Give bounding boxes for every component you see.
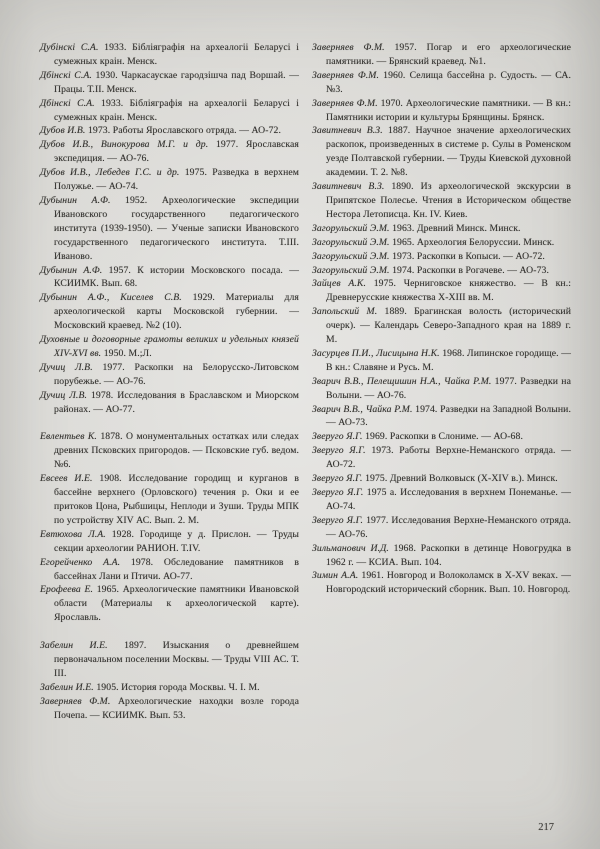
- entry-text: Археологические находки возле города Почепа. — КСИИМК. Вып. 53.: [54, 695, 299, 721]
- bibliography-entry: [40, 389, 299, 417]
- entry-author: Евсеев И.Е.: [40, 473, 100, 485]
- entry-author: Завитневич В.З.: [312, 181, 392, 193]
- bibliography-entry: [40, 430, 299, 472]
- bibliography-entry: [312, 236, 571, 250]
- entry-author: Дубов И.В., Винокурова М.Г. и др.: [40, 139, 216, 151]
- entry-text: 1957. Погар и его археологические памятники. — Брянский краевед. №1.: [326, 42, 571, 67]
- entry-author: Дбінскі С.А.: [40, 97, 102, 109]
- entry-author: Зимин А.А.: [312, 570, 362, 582]
- entry-author: Заверняев Ф.М.: [312, 97, 381, 109]
- entry-text: 1965. Археологические памятники Ивановской области (Материалы к археологической карте). Ярославль.: [54, 584, 299, 624]
- entry-text: 1928. Городище у д. Прислон. — Труды секции археологии РАНИОН. Т.IV.: [54, 528, 299, 554]
- entry-text: 1968. Раскопки в детинце Новогрудка в 1962 г. — КСИА. Вып. 104.: [326, 542, 572, 568]
- entry-text: 1963. Древний Минск. Минск.: [392, 222, 521, 234]
- entry-author: Зверуго Я.Г.: [312, 514, 367, 526]
- bibliography-entry: [40, 695, 299, 723]
- bibliography-entry: [312, 569, 571, 597]
- entry-text: 1977. Разведки на Волыни. — АО-76.: [326, 375, 571, 401]
- bibliography-entry: [312, 250, 571, 264]
- bibliography-entry: [40, 41, 299, 69]
- entry-author: Зверуго Я.Г.: [312, 473, 366, 485]
- entry-author: Зварич В.В., Пелещишин Н.А., Чайка Р.М.: [312, 375, 495, 387]
- bibliography-entry: [40, 264, 299, 292]
- entry-text: 1975 а. Исследования в верхнем Понеманье. — АО-74.: [326, 487, 572, 512]
- bibliography-entry: [312, 97, 571, 125]
- entry-author: Егорейченко А.А.: [40, 556, 131, 568]
- entry-text: 1908. Исследование городищ и курганов в бассейне верхнего (Орловского) течения р. Оки и ее притоков Цона, Рыбшицы, Неплоди и Зуши. Труды МПК по устройству XIV АС. Вып. 2. М.: [54, 473, 299, 526]
- entry-author: Зварич В.В., Чайка Р.М.: [312, 403, 416, 415]
- entry-text: 1974. Разведки на Западной Волыни. — АО-73.: [326, 403, 571, 429]
- bibliography-entry: [312, 41, 571, 69]
- entry-author: Заверняев Ф.М.: [312, 69, 384, 81]
- entry-text: 1933. Бібліяграфія на археалогіі Беларусі і сумежных краін. Менск.: [54, 97, 299, 123]
- bibliography-entry: [312, 472, 571, 486]
- entry-text: 1897. Изыскания о древнейшем первоначальном поселении Москвы. — Труды VIII АС. Т. III.: [54, 640, 299, 679]
- bibliography-entry: [312, 124, 571, 180]
- bibliography-entry: [40, 69, 299, 97]
- entry-text: 1957. К истории Московского посада. — КСИИМК. Вып. 68.: [54, 264, 299, 290]
- entry-author: Зверуго Я.Г.: [312, 431, 366, 443]
- entry-author: Духовные и договорные грамоты великих и удельных князей XIV-XVI вв.: [40, 334, 299, 359]
- bibliography-entry: [40, 124, 299, 138]
- entry-text: 1973. Раскопки в Копыси. — АО-72.: [392, 250, 545, 262]
- entry-text: 1889. Брагинская волость (исторический очерк). — Календарь Северо-Западного края на 1889 г. М.: [326, 306, 571, 346]
- entry-text: 1968. Липинское городище. — В кн.: Славяне и Русь. М.: [326, 347, 572, 373]
- bibliography-entry: [312, 430, 571, 444]
- entry-author: Дбінскі С.А.: [40, 69, 96, 81]
- bibliography-entry: [40, 681, 299, 695]
- bibliography-entry: [312, 264, 571, 278]
- entry-text: 1905. История города Москвы. Ч. I. М.: [96, 681, 260, 693]
- entry-text: 1952. Археологические экспедиции Ивановского государственного педагогического института (1939-1950). — Ученые записки Ивановского государственного педагогического института. Т.III. Иваново.: [54, 194, 299, 262]
- bibliography-entry: [40, 194, 299, 264]
- entry-author: Дучиц Л.В.: [40, 389, 91, 401]
- entry-author: Загорульский Э.М.: [312, 264, 393, 276]
- entry-author: Евтюхова Л.А.: [40, 528, 112, 540]
- bibliography-entry: [312, 444, 571, 472]
- entry-author: Дубынин А.Ф., Киселев С.В.: [40, 292, 193, 304]
- entry-text: 1973. Работы Ярославского отряда. — АО-72.: [87, 125, 281, 137]
- entry-text: 1975. Разведка в верхнем Полужье. — АО-74.: [54, 167, 299, 193]
- bibliography-entry: [40, 361, 299, 389]
- entry-text: 1977. Раскопки на Белорусско-Литовском порубежье. — АО-76.: [54, 361, 299, 387]
- entry-author: Забелин И.Е.: [40, 640, 125, 652]
- bibliography-entry: [40, 291, 299, 333]
- entry-text: 1977. Ярославская экспедиция. — АО-76.: [54, 139, 299, 165]
- bibliography-entry: [312, 514, 571, 542]
- entry-author: Засурцев П.И., Лисицына Н.К.: [312, 347, 443, 359]
- entry-author: Зверуго Я.Г.: [312, 487, 367, 498]
- page-number: 217: [538, 822, 554, 833]
- bibliography-entry: [40, 583, 299, 625]
- entry-text: 1878. О монументальных остатках или следах древних Псковских пригородов. — Псковские губ. ведом. №6.: [54, 431, 299, 471]
- entry-author: Зильманович И.Д.: [312, 542, 394, 554]
- entry-text: 1965. Археология Белоруссии. Минск.: [392, 236, 555, 248]
- entry-text: 1961. Новгород и Волоколамск в X-XV веках. — Новгородский исторический сборник. Вып. 10. Новгород.: [326, 570, 571, 596]
- entry-author: Зайцев А.К.: [312, 278, 374, 290]
- entry-author: Заверняев Ф.М.: [312, 42, 395, 53]
- entry-text: 1887. Научное значение археологических раскопок, произведенных в системе р. Сулы в Роменском уезде Полтавской губернии. — Труды Киевской духовной академии. Т. 2. №8.: [326, 125, 572, 179]
- entry-author: Загорульский Э.М.: [312, 236, 393, 248]
- entry-text: 1974. Раскопки в Рогачеве. — АО-73.: [392, 264, 549, 276]
- entry-author: Забелин И.Е.: [40, 681, 97, 693]
- bibliography-entry: [312, 180, 571, 222]
- bibliography-entry: [40, 138, 299, 166]
- entry-text: 1977. Исследования Верхне-Неманского отряда. — АО-76.: [326, 514, 571, 540]
- entry-text: 1978. Исследования в Браславском и Миорском районах. — АО-77.: [54, 389, 299, 415]
- bibliography-entry: [40, 556, 299, 584]
- bibliography-entry: [312, 222, 571, 236]
- bibliography-entry: [40, 333, 299, 361]
- entry-author: Ерофеева Е.: [40, 584, 97, 596]
- entry-text: 1890. Из археологической экскурсии в Припятское Полесье. Чтения в Историческом обществе Нестора Летописца. Кн. IV. Киев.: [326, 181, 571, 220]
- bibliography-column-right: [312, 41, 571, 723]
- bibliography-entry: [312, 403, 571, 431]
- entry-author: Зверуго Я.Г.: [312, 445, 372, 457]
- entry-author: Дучиц Л.В.: [40, 361, 103, 373]
- entry-author: Дубінскі С.А.: [40, 42, 105, 53]
- entry-text: 1960. Селища бассейна р. Судость. — СА. №3.: [326, 69, 571, 95]
- bibliography-entry: [312, 486, 571, 514]
- entry-text: 1930. Чаркасаускае гародзішча пад Воршай. — Працы. Т.II. Менск.: [54, 69, 299, 95]
- entry-author: Дубынин А.Ф.: [40, 194, 126, 206]
- bibliography-entry: [312, 347, 571, 375]
- bibliography-entry: [40, 97, 299, 125]
- bibliography-entry: [312, 69, 571, 97]
- entry-text: 1950. М.;Л.: [103, 347, 152, 359]
- bibliography-entry: [312, 375, 571, 403]
- entry-text: 1970. Археологические памятники. — В кн.: Памятники истории и культуры Брянщины. Брянск.: [326, 97, 571, 123]
- entry-author: Евлентьев К.: [40, 431, 101, 443]
- entry-text: 1969. Раскопки в Слониме. — АО-68.: [365, 431, 523, 443]
- bibliography-entry: [40, 166, 299, 194]
- bibliography-column-left: [40, 41, 299, 723]
- entry-author: Завитневич В.З.: [312, 125, 389, 137]
- entry-text: 1973. Работы Верхне-Неманского отряда. — АО-72.: [326, 445, 572, 471]
- bibliography-entry: [40, 472, 299, 528]
- entry-author: Заверняев Ф.М.: [40, 695, 118, 707]
- entry-author: Запольский М.: [312, 306, 385, 318]
- entry-text: 1975. Древний Волковыск (X-XIV в.). Минск.: [365, 473, 558, 485]
- bibliography-entry: [40, 639, 299, 681]
- entry-text: 1975. Черниговское княжество. — В кн.: Древнерусские княжества X-XIII вв. М.: [326, 278, 572, 304]
- entry-author: Дубынин А.Ф.: [40, 264, 109, 276]
- entry-author: Загорульский Э.М.: [312, 222, 393, 234]
- entry-author: Дубов И.В.: [40, 125, 88, 137]
- entry-text: 1929. Материалы для археологической карты Московской губернии. — Московский краевед. №2 (10).: [54, 292, 299, 332]
- entry-text: 1978. Обследование памятников в бассейнах Лани и Птичи. АО-77.: [54, 556, 299, 582]
- bibliography-entry: [312, 277, 571, 305]
- entry-author: Дубов И.В., Лебедев Г.С. и др.: [40, 167, 185, 179]
- entry-author: Загорульский Э.М.: [312, 250, 393, 262]
- entry-text: 1933. Бібліяграфія на археалогіі Беларусі і сумежных краін. Менск.: [54, 42, 299, 67]
- bibliography-entry: [312, 542, 571, 570]
- bibliography-entry: [312, 305, 571, 347]
- bibliography-entry: [40, 528, 299, 556]
